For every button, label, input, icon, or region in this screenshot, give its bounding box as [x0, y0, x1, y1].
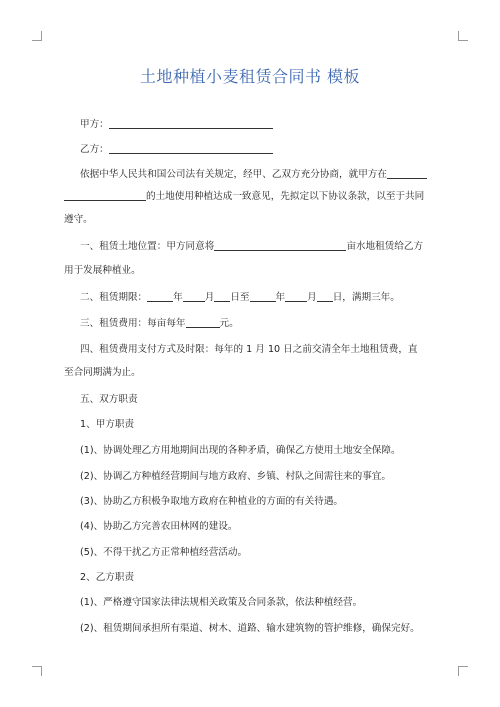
party-a-label: 甲方： — [80, 119, 109, 130]
clause-3-line — [80, 317, 239, 330]
party-b-label: 乙方： — [80, 144, 109, 155]
clause-3-prefix: 三、租赁费用：每亩每年 — [80, 318, 186, 329]
start-month-blank[interactable] — [183, 291, 205, 302]
clause-2-prefix: 二、租赁期限： — [80, 292, 148, 303]
end-month-blank[interactable] — [285, 291, 307, 302]
party-a-duty-2: (2)、协调乙方种植经营期间与地方政府、乡镇、村队之间需往来的事宜。 — [80, 471, 391, 482]
party-b-duty-1: (1)、严格遵守国家法律法规相关政策及合同条款，依法种植经营。 — [80, 597, 363, 608]
document-title: 土地种植小麦租赁合同书 模板 — [139, 67, 361, 86]
party-a-blank[interactable] — [109, 118, 273, 129]
clause-4-line-1: 四、租赁费用支付方式及时限：每年的 1 月 10 日之前交清全年土地租赁费，直 — [80, 344, 418, 355]
party-a-line — [80, 118, 273, 131]
crop-mark-bottom-left — [32, 666, 42, 676]
intro-text-2: 的土地使用种植达成一致意见，先拟定以下协议条款，以至于共同 — [146, 191, 425, 202]
acreage-blank[interactable] — [214, 240, 346, 251]
intro-line-3: 遵守。 — [64, 214, 93, 225]
start-year-label: 年 — [173, 292, 183, 303]
clause-1-line-1 — [80, 240, 423, 253]
land-location-blank-cont[interactable] — [64, 190, 146, 201]
clause-1-line-2: 用于发展种植业。 — [64, 265, 141, 276]
crop-mark-top-right — [458, 31, 468, 41]
party-a-duty-5: (5)、不得干扰乙方正常种植经营活动。 — [80, 547, 248, 558]
crop-mark-top-left — [32, 31, 42, 41]
day-end-label: 日，满期三年。 — [332, 292, 400, 303]
party-b-line — [80, 143, 273, 156]
start-month-label: 月 — [204, 292, 215, 303]
intro-line-2 — [64, 190, 424, 203]
clause-3-suffix: 元。 — [219, 318, 239, 329]
crop-mark-bottom-right — [458, 666, 468, 676]
end-day-blank[interactable] — [317, 291, 333, 302]
day-to-label: 日至 — [230, 292, 250, 303]
end-month-label: 月 — [307, 292, 317, 303]
end-year-blank[interactable] — [250, 291, 276, 302]
party-b-duty-2: (2)、租赁期间承担所有渠道、树木、道路、输水建筑物的管护维修，确保完好。 — [80, 623, 420, 634]
clause-1-prefix: 一、租赁土地位置：甲方同意将 — [80, 241, 215, 252]
party-a-duties-heading: 1、甲方职责 — [80, 419, 135, 430]
party-b-blank[interactable] — [109, 143, 273, 154]
party-b-duties-heading: 2、乙方职责 — [80, 572, 135, 583]
clause-4-line-2: 至合同期满为止。 — [64, 367, 141, 378]
end-year-label: 年 — [275, 292, 286, 303]
party-a-duty-3: (3)、协助乙方积极争取地方政府在种植业的方面的有关待遇。 — [80, 496, 344, 507]
clause-5-heading: 五、双方职责 — [80, 394, 138, 405]
clause-2-line — [80, 291, 400, 304]
land-location-blank[interactable] — [387, 168, 427, 179]
fee-blank[interactable] — [186, 317, 220, 328]
intro-line-1 — [80, 168, 427, 181]
party-a-duty-1: (1)、协调处理乙方用地期间出现的各种矛盾，确保乙方使用土地安全保障。 — [80, 445, 401, 456]
start-day-blank[interactable] — [214, 291, 230, 302]
start-year-blank[interactable] — [147, 291, 173, 302]
party-a-duty-4: (4)、协助乙方完善农田林网的建设。 — [80, 521, 238, 532]
intro-text-1: 依据中华人民共和国公司法有关规定，经甲、乙双方充分协商，就甲方在 — [80, 169, 387, 180]
clause-1-suffix: 亩水地租赁给乙方 — [346, 241, 424, 252]
